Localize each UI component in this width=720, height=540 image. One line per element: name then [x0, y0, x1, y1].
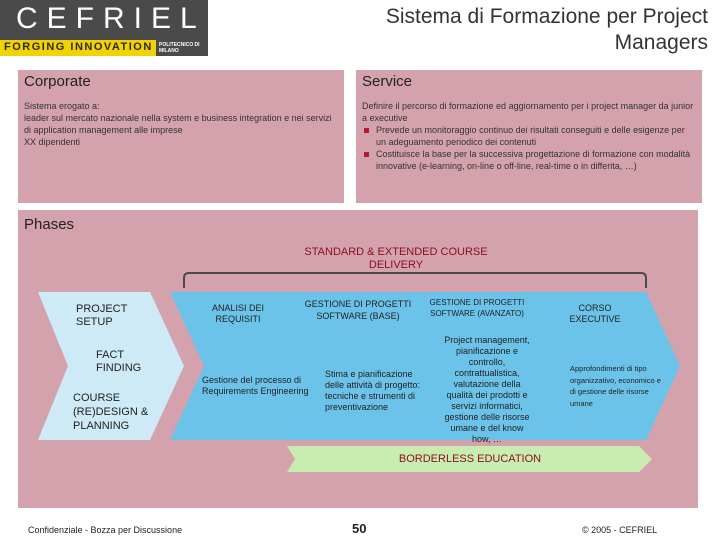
logo-dark-band [0, 0, 208, 40]
service-text [362, 100, 696, 172]
setup-course-design: COURSE (RE)DESIGN & PLANNING [73, 392, 149, 432]
stage-title-base: GESTIONE DI PROGETTI SOFTWARE (BASE) [304, 299, 412, 321]
corporate-line: XX dipendenti [24, 137, 81, 147]
service-heading: Service [362, 73, 413, 90]
footer-copyright: © 2005 - CEFRIEL [582, 525, 658, 535]
stage-title-avanzato: GESTIONE DI PROGETTI SOFTWARE (AVANZATO) [429, 298, 525, 318]
stage-title-executive: CORSO EXECUTIVE [569, 303, 621, 324]
corporate-text [24, 100, 340, 148]
service-bullet [362, 148, 696, 172]
setup-fact-finding: FACT FINDING [96, 349, 142, 374]
page-number: 50 [352, 521, 367, 536]
service-intro: Definire il percorso di formazione ed aggiornamento per i project manager da junior a executive [362, 101, 694, 123]
corporate-panel [18, 70, 344, 203]
logo-tagline: FORGING INNOVATION [4, 41, 153, 53]
stage-detail-analisi: Gestione del processo di Requirements Engineering [202, 375, 309, 396]
corporate-heading: Corporate [24, 73, 91, 90]
cefriel-logo [0, 0, 208, 56]
bullet-square-icon [364, 128, 369, 133]
service-bullet [362, 124, 696, 148]
delivery-title: STANDARD & EXTENDED COURSE DELIVERY [304, 246, 488, 271]
corporate-line: leader sul mercato nazionale nella system e business integration e nei servizi di application management alle imprese [24, 113, 332, 135]
bullet-square-icon [364, 152, 369, 157]
stage-title-analisi: ANALISI DEI REQUISITI [211, 303, 265, 324]
stage-detail-base: Stima e pianificazione delle attività di progetto: tecniche e strumenti di preventivazione [325, 369, 421, 412]
borderless-education-label: BORDERLESS EDUCATION [398, 453, 542, 465]
politecnico-logo: POLITECNICO DI MILANO [156, 40, 208, 56]
slide-title: Sistema di Formazione per Project Managers [385, 5, 708, 54]
phases-heading: Phases [24, 216, 75, 233]
logo-word: CEFRIEL [16, 2, 206, 35]
setup-project: PROJECT SETUP [76, 303, 128, 328]
stage-detail-avanzato: Project management, pianificazione e controllo, contrattualistica, valutazione della qualità dei prodotti e servizi informatici, gestione delle risorse umane e del know how, … [444, 335, 530, 444]
corporate-line: Sistema erogato a: [24, 101, 100, 111]
footer-confidential: Confidenziale - Bozza per Discussione [28, 525, 183, 535]
stage-detail-executive: Approfondimenti di tipo organizzativo, economico e di gestione delle risorse umane [570, 364, 661, 408]
service-panel [356, 70, 702, 203]
delivery-bracket [180, 270, 650, 290]
service-bullet-text: Costituisce la base per la successiva progettazione di formazione con modalità innovative (e-learning, on-line o off-line, real-time o in differita, …) [376, 149, 691, 171]
service-bullet-text: Prevede un monitoraggio continuo dei risultati conseguiti e delle esigenze per un adeguamento periodico dei contenuti [376, 125, 685, 147]
